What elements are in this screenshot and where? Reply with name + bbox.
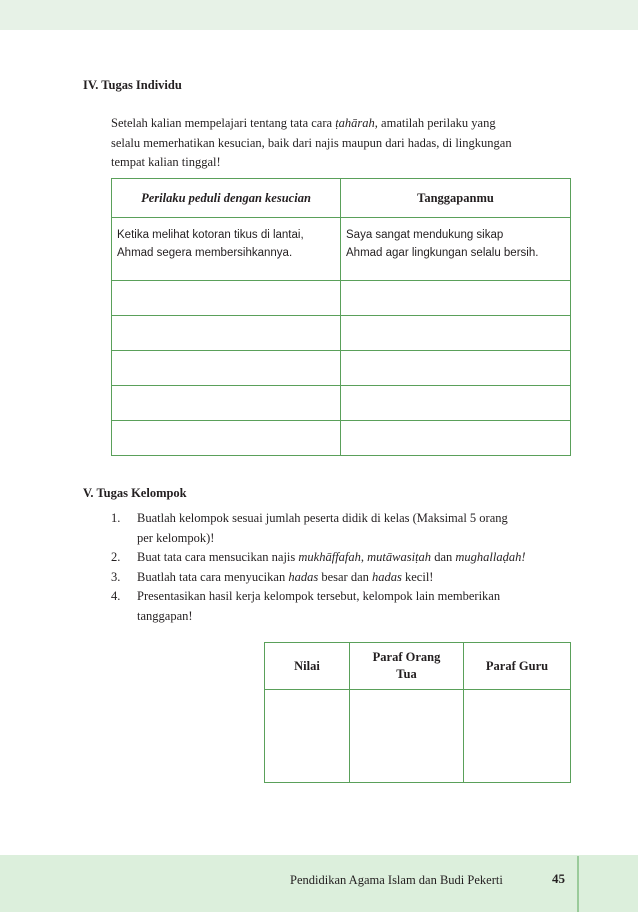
- header-nilai: Nilai: [265, 643, 350, 690]
- list-item: 1. Buatlah kelompok sesuai jumlah peserta didik di kelas (Maksimal 5 orang per kelompok)!: [111, 511, 508, 545]
- table-row: [112, 316, 571, 351]
- blank-cell[interactable]: [112, 386, 341, 421]
- individual-task-table: [111, 178, 571, 456]
- header-tanggapanmu: Tanggapanmu: [341, 179, 571, 218]
- nilai-cell[interactable]: [265, 690, 350, 783]
- table-row: [112, 386, 571, 421]
- footer-book-title: Pendidikan Agama Islam dan Budi Pekerti: [290, 873, 503, 887]
- example-response-cell: Saya sangat mendukung sikap Ahmad agar lingkungan selalu bersih.: [341, 218, 571, 281]
- grading-table: [264, 642, 571, 783]
- header-paraf-orang-tua: Paraf Orang Tua: [350, 643, 464, 690]
- paraf-guru-cell[interactable]: [464, 690, 571, 783]
- blank-cell[interactable]: [112, 351, 341, 386]
- paraf-orang-tua-cell[interactable]: [350, 690, 464, 783]
- instruction-line-3: tempat kalian tinggal!: [111, 155, 221, 169]
- example-behavior-cell: Ketika melihat kotoran tikus di lantai, Ahmad segera membersihkannya.: [112, 218, 341, 281]
- section-v-title: V. Tugas Kelompok: [83, 486, 187, 500]
- page-number: 45: [552, 871, 565, 886]
- blank-cell[interactable]: [112, 281, 341, 316]
- top-header-band: [0, 0, 638, 30]
- table-row: [265, 690, 571, 783]
- section-iv-title: IV. Tugas Individu: [83, 78, 182, 92]
- blank-cell[interactable]: [112, 421, 341, 456]
- blank-cell[interactable]: [341, 316, 571, 351]
- table-row: [112, 421, 571, 456]
- list-item: 2. Buat tata cara mensucikan najis mukhāffafah, mutāwasiṭah dan mughallaḍah!: [111, 550, 526, 564]
- header-paraf-guru: Paraf Guru: [464, 643, 571, 690]
- blank-cell[interactable]: [112, 316, 341, 351]
- blank-cell[interactable]: [341, 421, 571, 456]
- footer-divider: [577, 856, 579, 912]
- list-item: 4. Presentasikan hasil kerja kelompok tersebut, kelompok lain memberikan tanggapan!: [111, 589, 501, 623]
- header-perilaku: Perilaku peduli dengan kesucian: [112, 179, 341, 218]
- list-item: 3. Buatlah tata cara menyucikan hadas besar dan hadas kecil!: [111, 569, 434, 584]
- group-task-list: [111, 509, 572, 626]
- table-row: [112, 281, 571, 316]
- section-iv-instructions: [111, 114, 572, 173]
- blank-cell[interactable]: [341, 351, 571, 386]
- example-row: [112, 218, 571, 281]
- blank-cell[interactable]: [341, 281, 571, 316]
- table-row: [112, 351, 571, 386]
- instruction-line-1: Setelah kalian mempelajari tentang tata cara ṭahārah, amatilah perilaku yang: [111, 116, 496, 130]
- instruction-line-2: selalu memerhatikan kesucian, baik dari najis maupun dari hadas, di lingkungan: [111, 135, 512, 150]
- blank-cell[interactable]: [341, 386, 571, 421]
